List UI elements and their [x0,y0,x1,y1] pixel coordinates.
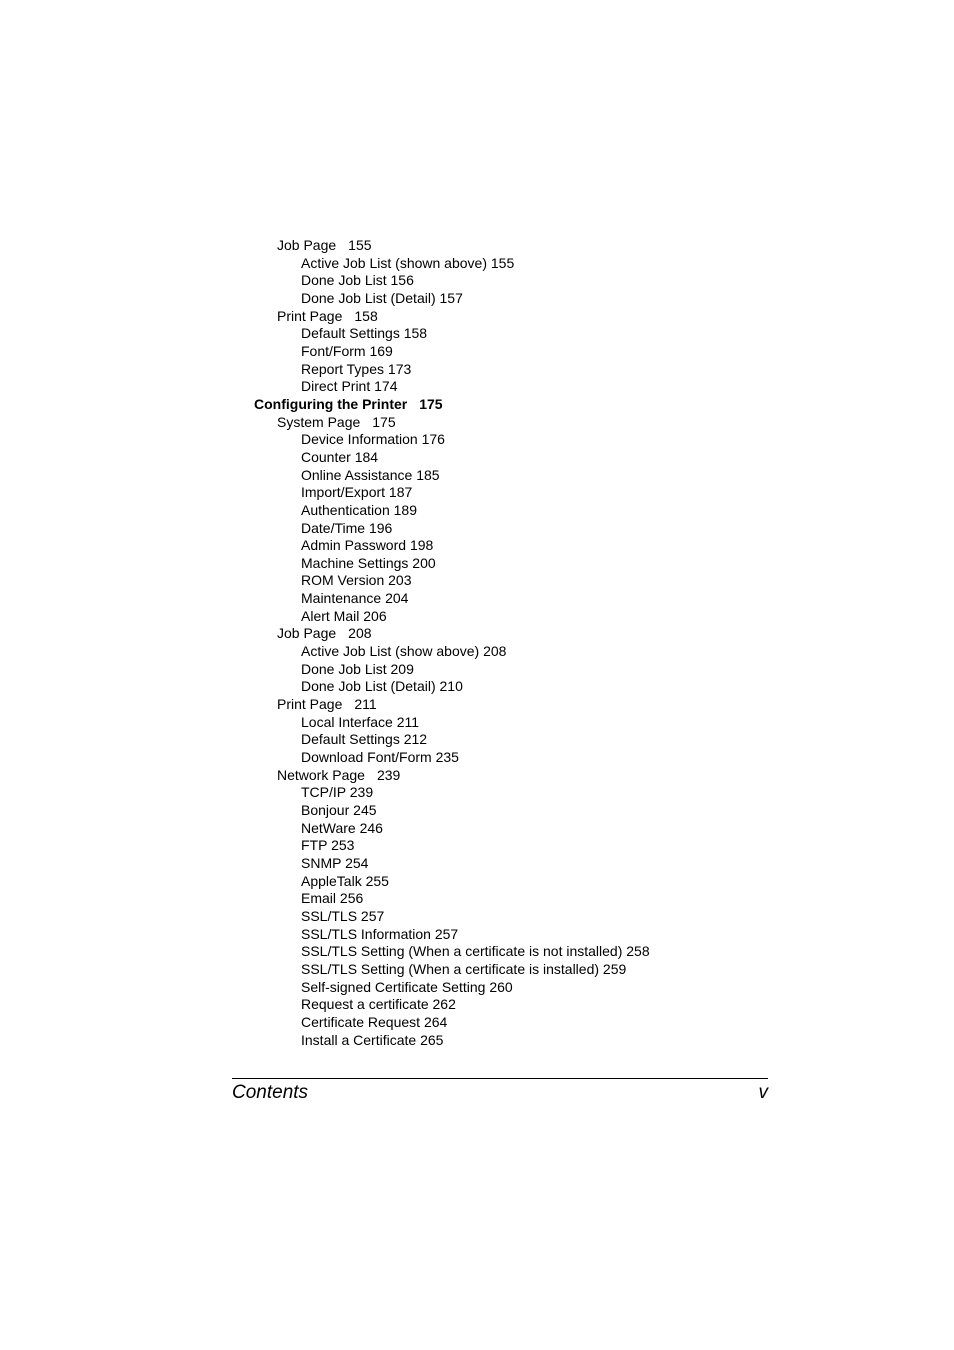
toc-subsection[interactable] [0,572,954,590]
toc-entry-title: Install a Certificate [301,1031,417,1048]
toc-entry-title: Maintenance [301,590,382,607]
toc-subsection[interactable] [0,714,954,732]
toc-entry-page: 196 [368,519,393,536]
toc-section[interactable] [0,696,954,714]
toc-entry-page: 204 [385,590,409,607]
toc-entry-title: SNMP [301,854,342,871]
toc-entry-page: 245 [353,802,377,818]
toc-entry-title: SSL/TLS [301,907,358,924]
toc-entry-page: 235 [435,749,459,766]
toc-entry-title: Print Page [277,307,343,324]
toc-entry-title: Machine Settings [301,554,409,571]
toc-entry-title: NetWare [301,819,356,836]
toc-subsection[interactable] [0,272,954,290]
toc-entry-title: Font/Form [301,342,366,359]
toc-entry-title: Authentication [301,501,390,518]
toc-subsection[interactable] [0,290,954,308]
toc-entry-page: 253 [331,837,355,854]
toc-entry-page: 174 [374,378,398,395]
toc-subsection[interactable] [0,467,954,485]
toc-entry-page: 260 [489,978,513,995]
toc-subsection[interactable] [0,255,954,273]
toc-entry-page: 259 [602,960,627,977]
toc-entry-page: 158 [403,325,428,342]
toc-entry-title: ROM Version [301,572,385,589]
toc-entry-page: 189 [393,501,417,518]
toc-subsection[interactable] [0,661,954,679]
toc-entry-page: 265 [420,1031,444,1048]
toc-entry-title: Request a certificate [301,996,429,1013]
toc-entry-page: 155 [490,254,515,271]
toc-entry-page: 187 [388,484,413,501]
toc-subsection[interactable] [0,378,954,396]
toc-subsection[interactable] [0,343,954,361]
toc-entry-page: 210 [439,678,463,695]
toc-subsection[interactable] [0,643,954,661]
toc-section[interactable] [0,308,954,326]
toc-entry-page: 169 [369,342,393,359]
toc-entry-page: 208 [348,625,372,642]
toc-subsection[interactable] [0,1032,954,1050]
toc-entry-page: 184 [354,448,379,465]
toc-entry-title: Active Job List (shown above) [301,254,487,271]
toc-entry-page: 258 [626,943,650,960]
toc-entry-page: 255 [365,872,389,889]
toc-entry-page: 257 [360,907,385,924]
toc-entry-title: Self-signed Certificate Setting [301,978,486,995]
toc-subsection[interactable] [0,749,954,767]
toc-subsection[interactable] [0,361,954,379]
toc-section[interactable] [0,767,954,785]
toc-entry-title: Direct Print [301,378,371,395]
toc-entry-page: 264 [423,1013,448,1030]
toc-entry-page: 257 [434,925,459,942]
toc-entry-title: Print Page [277,696,343,713]
toc-entry-title: Local Interface [301,713,393,730]
toc-chapter[interactable] [0,396,954,414]
toc-entry-page: 157 [439,289,463,306]
toc-subsection[interactable] [0,537,954,555]
toc-entry-page: 176 [421,431,445,448]
toc-entry-page: 208 [483,643,507,660]
toc-entry-title: Import/Export [301,484,386,501]
toc-entry-page: 206 [363,607,387,624]
toc-section[interactable] [0,625,954,643]
toc-subsection[interactable] [0,325,954,343]
toc-subsection[interactable] [0,890,954,908]
toc-subsection[interactable] [0,520,954,538]
toc-subsection[interactable] [0,555,954,573]
toc-entry-page: 211 [396,713,420,730]
footer-page-number: v [758,1082,768,1103]
toc-subsection[interactable] [0,996,954,1014]
toc-entry-title: Bonjour [301,802,350,818]
toc-subsection[interactable] [0,837,954,855]
toc-entry-title: Download Font/Form [301,749,432,766]
toc-subsection[interactable] [0,855,954,873]
toc-entry-page: 262 [432,996,456,1013]
table-of-contents [0,237,954,1049]
toc-entry-title: Active Job List (show above) [301,643,480,660]
toc-entry-title: Done Job List (Detail) [301,678,436,695]
toc-entry-title: SSL/TLS Information [301,925,431,942]
toc-entry-title: Email [301,890,337,907]
toc-entry-title: Network Page [277,766,365,783]
toc-entry-page: 158 [354,307,378,324]
toc-entry-title: Done Job List [301,660,387,677]
toc-entry-title: Online Assistance [301,466,413,483]
toc-entry-page: 175 [419,395,443,412]
footer-divider [232,1078,768,1079]
toc-entry-title: Job Page [277,625,337,642]
toc-subsection[interactable] [0,731,954,749]
toc-section[interactable] [0,414,954,432]
toc-subsection[interactable] [0,961,954,979]
toc-section[interactable] [0,237,954,255]
toc-entry-title: Done Job List (Detail) [301,289,436,306]
toc-entry-title: SSL/TLS Setting (When a certificate is not installed) [301,943,623,960]
toc-entry-page: 200 [412,554,436,571]
toc-entry-page: 239 [376,766,401,783]
toc-subsection[interactable] [0,873,954,891]
toc-entry-title: Certificate Request [301,1013,421,1030]
toc-entry-title: Report Types [301,360,385,377]
toc-subsection[interactable] [0,926,954,944]
toc-entry-page: 211 [354,696,377,713]
toc-subsection[interactable] [0,678,954,696]
toc-subsection[interactable] [0,502,954,520]
toc-subsection[interactable] [0,979,954,997]
toc-entry-page: 239 [349,784,374,801]
toc-entry-title: Default Settings [301,325,400,342]
toc-entry-page: 212 [403,731,428,748]
toc-entry-page: 156 [390,272,414,289]
toc-entry-title: SSL/TLS Setting (When a certificate is installed) [301,960,600,977]
toc-entry-title: AppleTalk [301,872,362,889]
toc-entry-page: 185 [416,466,440,483]
toc-subsection[interactable] [0,802,954,820]
toc-subsection[interactable] [0,820,954,838]
toc-subsection[interactable] [0,908,954,926]
toc-subsection[interactable] [0,449,954,467]
toc-entry-page: 155 [348,237,372,253]
toc-entry-title: Admin Password [301,537,407,554]
toc-entry-page: 254 [345,854,369,871]
toc-entry-page: 198 [409,537,434,554]
toc-subsection[interactable] [0,431,954,449]
toc-subsection[interactable] [0,590,954,608]
toc-entry-page: 209 [390,660,414,677]
toc-entry-title: Counter [301,448,351,465]
toc-entry-page: 256 [339,890,364,907]
toc-entry-title: Done Job List [301,272,387,289]
toc-subsection[interactable] [0,484,954,502]
toc-entry-title: Device Information [301,431,418,448]
toc-subsection[interactable] [0,1014,954,1032]
toc-entry-title: Date/Time [301,519,366,536]
toc-entry-title: FTP [301,837,328,854]
toc-entry-page: 175 [372,413,396,430]
toc-entry-title: TCP/IP [301,784,346,801]
toc-entry-title: Configuring the Printer [254,395,408,412]
toc-entry-title: Default Settings [301,731,400,748]
footer-title: Contents [232,1082,309,1103]
toc-subsection[interactable] [0,943,954,961]
toc-subsection[interactable] [0,608,954,626]
toc-entry-page: 246 [359,819,383,836]
toc-entry-title: Job Page [277,237,337,253]
toc-entry-title: System Page [277,413,361,430]
toc-subsection[interactable] [0,784,954,802]
toc-entry-title: Alert Mail [301,607,360,624]
toc-entry-page: 173 [387,360,412,377]
toc-entry-page: 203 [388,572,412,589]
